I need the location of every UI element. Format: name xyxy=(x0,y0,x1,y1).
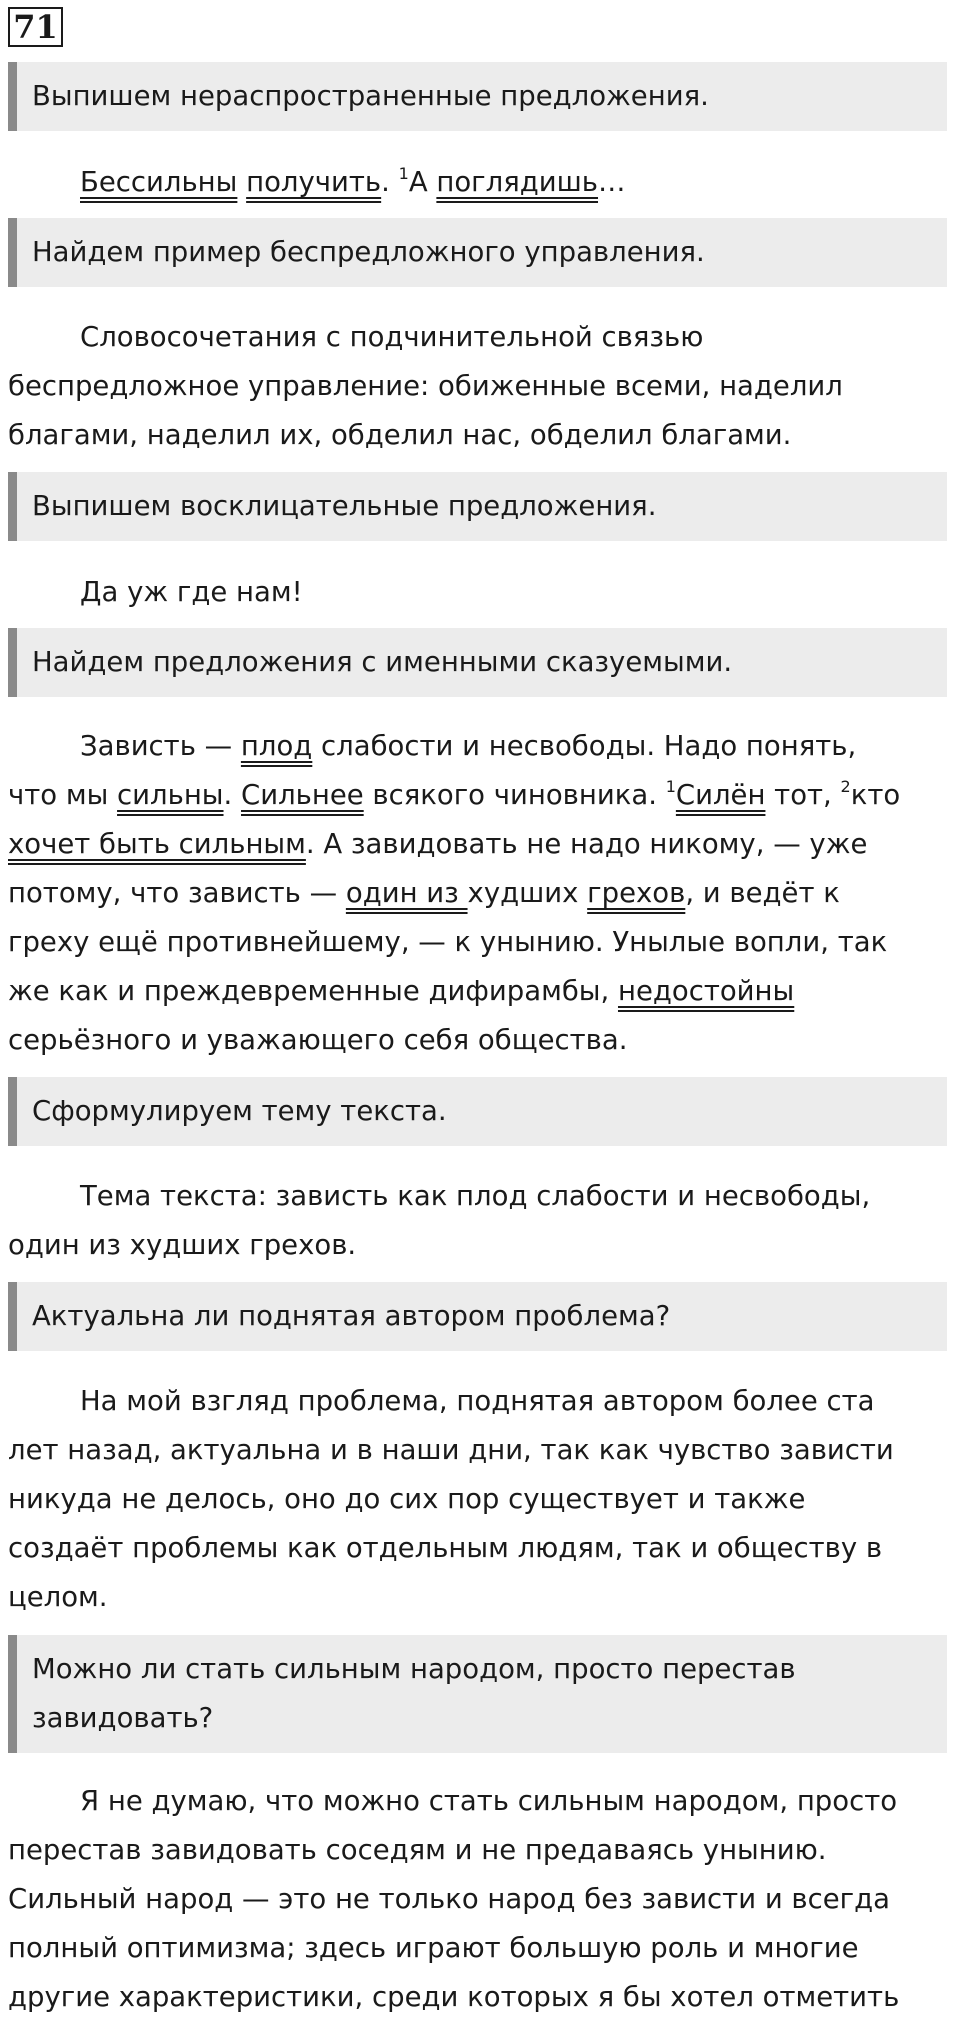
text-fragment: . А завидовать не надо никому, — уже xyxy=(305,828,868,860)
question-text: Можно ли стать сильным народом, просто перестав xyxy=(32,1653,796,1685)
text-fragment: , и ведёт к xyxy=(685,877,840,909)
answer-line xyxy=(8,869,954,918)
answer-line: греху ещё противнейшему, — к унынию. Унылые вопли, так xyxy=(8,926,888,958)
answer-line: лет назад, актуальна и в наши дни, так как чувство зависти xyxy=(8,1434,894,1466)
text-fragment: худших xyxy=(467,877,588,909)
predicate-word: грехов xyxy=(587,877,686,909)
question-heading xyxy=(8,628,947,697)
answer-line: один из худших грехов. xyxy=(8,1229,357,1261)
predicate-word: Сильнее xyxy=(241,779,364,811)
question-text: Сформулируем тему текста. xyxy=(32,1095,447,1127)
answer-paragraph xyxy=(8,1172,954,1270)
text-fragment: же как и преждевременные дифирамбы, xyxy=(8,975,618,1007)
question-text: Найдем предложения с именными сказуемыми. xyxy=(32,646,733,678)
answer-line xyxy=(8,158,954,207)
answer-line xyxy=(8,820,954,869)
answer-line: создаёт проблемы как отдельным людям, так и обществу в xyxy=(8,1532,883,1564)
question-heading xyxy=(8,1282,947,1351)
answer-line xyxy=(8,967,954,1016)
answer-line xyxy=(8,771,954,820)
predicate-word: сильны xyxy=(117,779,224,811)
answer-paragraph xyxy=(8,313,954,460)
text-fragment: . xyxy=(381,166,399,198)
predicate-word: Бессильны xyxy=(80,166,238,198)
answer-line: Да уж где нам! xyxy=(80,576,303,608)
question-text: Актуальна ли поднятая автором проблема? xyxy=(32,1300,671,1332)
question-text: Выпишем восклицательные предложения. xyxy=(32,490,657,522)
text-fragment: что мы xyxy=(8,779,118,811)
question-heading xyxy=(8,472,947,541)
question-text: завидовать? xyxy=(32,1702,214,1734)
text-fragment: всякого чиновника. xyxy=(363,779,666,811)
question-text: Найдем пример беспредложного управления. xyxy=(32,236,705,268)
predicate-word: поглядишь xyxy=(436,166,599,198)
predicate-word: Силён xyxy=(675,779,766,811)
text-fragment: … xyxy=(598,166,626,198)
answer-line: серьёзного и уважающего себя общества. xyxy=(8,1024,628,1056)
sentence-marker: 1 xyxy=(398,164,409,183)
answer-line: никуда не делось, оно до сих пор существует и также xyxy=(8,1483,806,1515)
answer-paragraph xyxy=(8,158,954,207)
text-fragment: кто xyxy=(850,779,901,811)
answer-line: целом. xyxy=(8,1581,108,1613)
predicate-word: хочет быть сильным xyxy=(8,828,306,860)
predicate-word: один из xyxy=(345,877,468,909)
predicate-word: плод xyxy=(240,730,313,762)
answer-paragraph xyxy=(8,1377,954,1622)
task-number: 71 xyxy=(8,7,63,47)
answer-line: Сильный народ — это не только народ без зависти и всегда xyxy=(8,1883,890,1915)
answer-line: Словосочетания с подчинительной связью xyxy=(80,321,704,353)
predicate-word: получить xyxy=(246,166,382,198)
answer-paragraph xyxy=(8,722,954,1065)
question-heading xyxy=(8,1635,947,1753)
predicate-word: недостойны xyxy=(617,975,795,1007)
answer-line: другие характеристики, среди которых я бы хотел отметить xyxy=(8,1981,900,2013)
text-fragment: Зависть — xyxy=(80,730,241,762)
question-heading xyxy=(8,1077,947,1146)
text-fragment: слабости и несвободы. Надо понять, xyxy=(312,730,857,762)
answer-line: Тема текста: зависть как плод слабости и несвободы, xyxy=(80,1180,871,1212)
answer-line: полный оптимизма; здесь играют большую роль и многие xyxy=(8,1932,859,1964)
question-heading xyxy=(8,62,947,131)
answer-line: перестав завидовать соседям и не предаваясь унынию. xyxy=(8,1834,827,1866)
answer-line: беспредложное управление: обиженные всеми, наделил xyxy=(8,370,843,402)
answer-line: На мой взгляд проблема, поднятая автором более ста xyxy=(80,1385,875,1417)
answer-paragraph xyxy=(8,1777,954,2022)
answer-paragraph xyxy=(8,568,954,617)
answer-line: благами, наделил их, обделил нас, обделил благами. xyxy=(8,419,792,451)
question-text: Выпишем нераспространенные предложения. xyxy=(32,80,709,112)
answer-line: Я не думаю, что можно стать сильным народом, просто xyxy=(80,1785,898,1817)
text-fragment xyxy=(237,166,246,198)
answer-line xyxy=(8,722,954,771)
text-fragment: тот, xyxy=(765,779,841,811)
text-fragment: потому, что зависть — xyxy=(8,877,346,909)
question-heading xyxy=(8,218,947,287)
text-fragment: А xyxy=(408,166,437,198)
text-fragment: . xyxy=(223,779,241,811)
sentence-marker: 1 xyxy=(665,777,676,796)
sentence-marker: 2 xyxy=(840,777,851,796)
